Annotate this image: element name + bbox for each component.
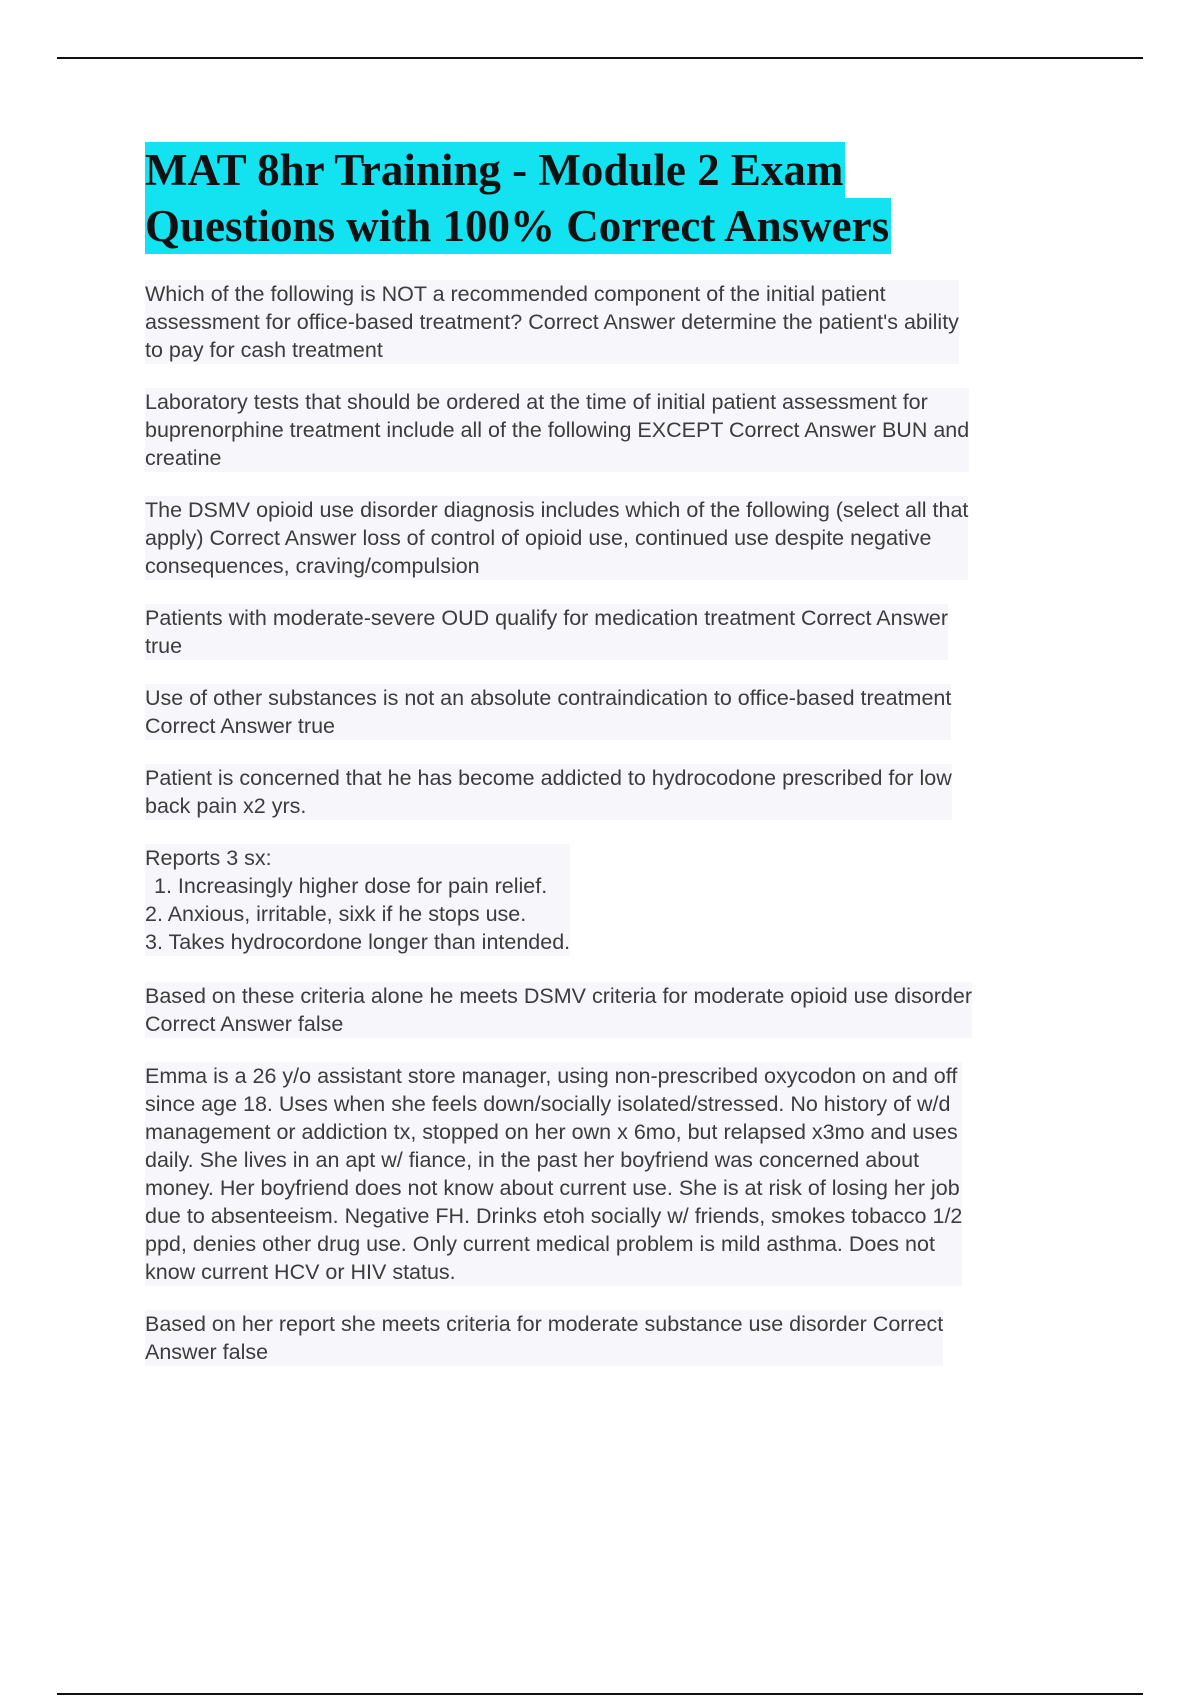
text-line: creatine [145,446,222,470]
qa-block-6 [145,764,952,820]
qa-block-4 [145,604,948,660]
qa-block-3 [145,496,968,580]
text-line: money. Her boyfriend does not know about current use. She is at risk of losing her job [145,1176,960,1200]
text-line: to pay for cash treatment [145,338,383,362]
list-item: 3. Takes hydrocordone longer than intended. [145,930,571,954]
title-line: MAT 8hr Training - Module 2 Exam [145,142,845,198]
bottom-rule [57,1693,1143,1695]
text-line: Use of other substances is not an absolute contraindication to office-based treatment [145,686,952,710]
text-line: Patient is concerned that he has become addicted to hydrocodone prescribed for low [145,766,952,790]
list-item: 1. Increasingly higher dose for pain relief. [154,874,548,898]
text-line: consequences, craving/compulsion [145,554,480,578]
text-line: Correct Answer false [145,1012,344,1036]
qa-block-8 [145,1062,962,1286]
title-line: Questions with 100% Correct Answers [145,198,891,254]
text-line: back pain x2 yrs. [145,794,307,818]
text-line: The DSMV opioid use disorder diagnosis includes which of the following (select all that [145,498,969,522]
text-line: Emma is a 26 y/o assistant store manager, using non-prescribed oxycodon on and off [145,1064,958,1088]
qa-block-9 [145,1310,943,1366]
text-line: management or addiction tx, stopped on her own x 6mo, but relapsed x3mo and uses [145,1120,958,1144]
text-line: Which of the following is NOT a recommended component of the initial patient [145,282,886,306]
text-line: Based on these criteria alone he meets DSMV criteria for moderate opioid use disorder [145,984,972,1008]
text-line: Patients with moderate-severe OUD qualify for medication treatment Correct Answer [145,606,948,630]
text-line: apply) Correct Answer loss of control of opioid use, continued use despite negative [145,526,932,550]
list-item: 2. Anxious, irritable, sixk if he stops use. [145,902,527,926]
text-line: true [145,634,183,658]
qa-block-5 [145,684,951,740]
symptom-list [145,844,570,956]
top-rule [57,57,1143,59]
text-line: Laboratory tests that should be ordered at the time of initial patient assessment for [145,390,928,414]
text-line: know current HCV or HIV status. [145,1260,456,1284]
qa-block-2 [145,388,969,472]
text-line: ppd, denies other drug use. Only current medical problem is mild asthma. Does not [145,1232,935,1256]
symptom-list-heading: Reports 3 sx: [145,846,272,870]
text-line: Based on her report she meets criteria for moderate substance use disorder Correct [145,1312,944,1336]
text-line: Correct Answer true [145,714,335,738]
text-line: daily. She lives in an apt w/ fiance, in the past her boyfriend was concerned about [145,1148,920,1172]
text-line: assessment for office-based treatment? Correct Answer determine the patient's ability [145,310,959,334]
text-line: Answer false [145,1340,269,1364]
document-body [145,142,1085,1390]
text-line: since age 18. Uses when she feels down/socially isolated/stressed. No history of w/d [145,1092,951,1116]
text-line: due to absenteeism. Negative FH. Drinks etoh socially w/ friends, smokes tobacco 1/2 [145,1204,963,1228]
qa-block-1 [145,280,959,364]
document-title [145,142,1085,254]
text-line: buprenorphine treatment include all of the following EXCEPT Correct Answer BUN and [145,418,970,442]
qa-block-7 [145,982,972,1038]
